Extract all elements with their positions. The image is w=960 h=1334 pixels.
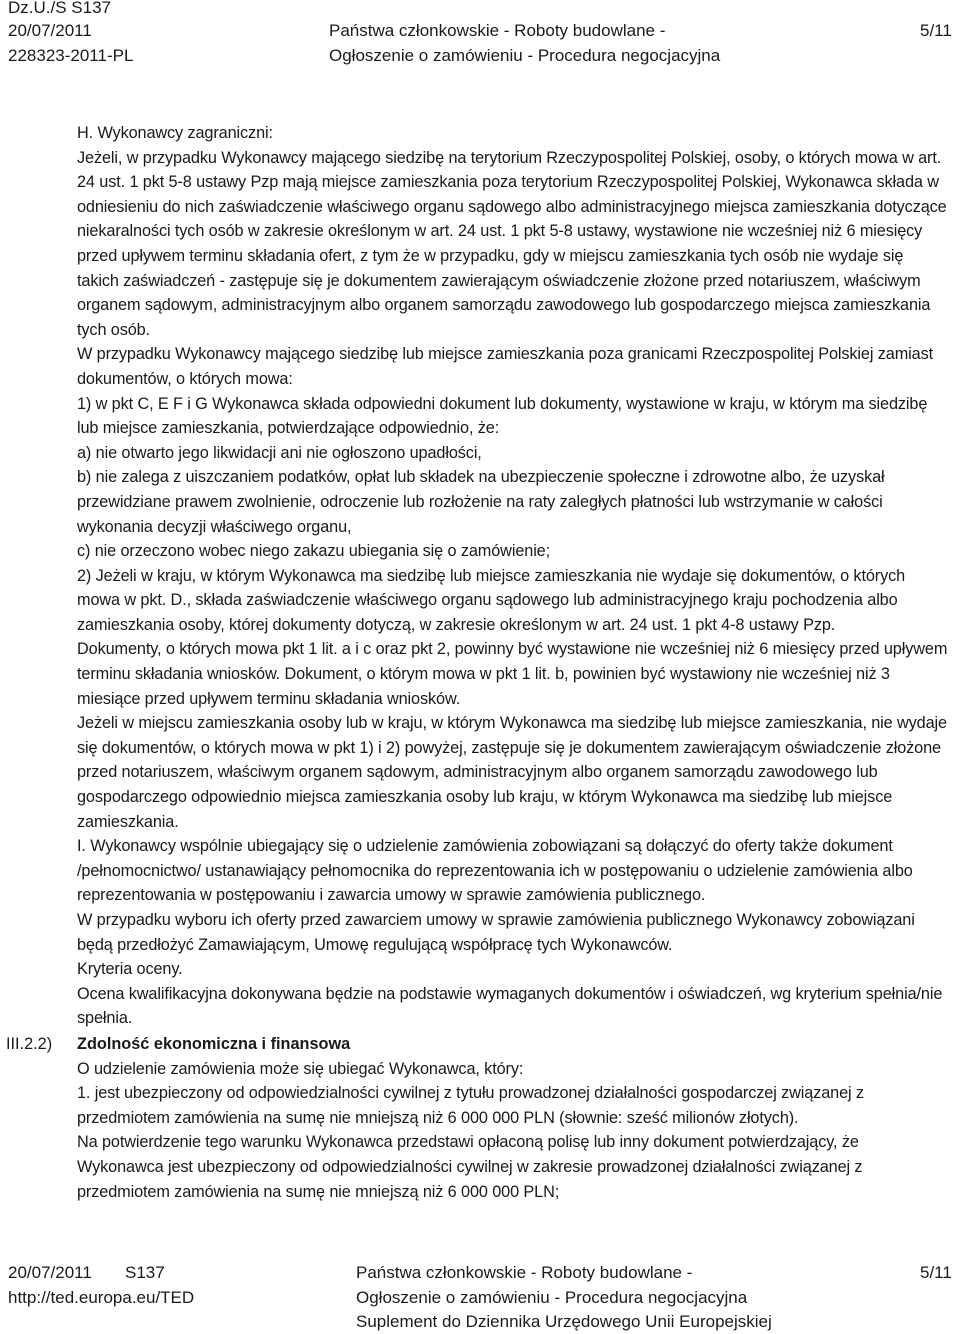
body-paragraph: 1) w pkt C, E F i G Wykonawca składa odpowiedni dokument lub dokumenty, wystawione w kraju, w którym ma siedzibę lub miejsce zamieszkania, potwierdzające odpowiednio, że: [77,394,928,438]
body-paragraph: Kryteria oceny. [77,960,183,979]
body-paragraph: Jeżeli w miejscu zamieszkania osoby lub w kraju, w którym Wykonawca ma siedzibę lub miejsce zamieszkania, nie wydaje się dokumentów, o których mowa w pkt 1) i 2) powyżej, zastępuje się je dokumentem zawierającym oświadczenie złożone przed notariuszem, właściwym organem sądowym, administracyjnym albo organem samorządu zawodowego lub gospodarczego odpowiednio miejsca zamieszkania osoby lub kraju, w którym Wykonawca ma siedzibę lub miejsce zamieszkania. [77,714,947,831]
notice-id: 228323-2011-PL [8,46,134,65]
footer-title-line1: Państwa członkowskie - Roboty budowlane - [356,1263,693,1282]
section-paragraph: O udzielenie zamówienia może się ubiegać Wykonawca, który: [77,1059,524,1078]
body-paragraph: I. Wykonawcy wspólnie ubiegający się o udzielenie zamówienia zobowiązani są dołączyć do oferty także dokument /pełnomocnictwo/ ustanawiający pełnomocnika do reprezentowania ich w postępowaniu o udzielenie zamówienia albo reprezentowania w postępowaniu i zawarcia umowy w sprawie zamówienia publicznego. [77,837,913,905]
journal-ref: Dz.U./S S137 [8,0,111,17]
section-number: III.2.2) [6,1034,53,1053]
footer-page-number: 5/11 [920,1263,952,1282]
footer-url[interactable]: http://ted.europa.eu/TED [8,1288,195,1307]
document-body [0,121,960,1204]
body-paragraph: b) nie zalega z uiszczaniem podatków, opłat lub składek na ubezpieczenie społeczne i zdrowotne albo, że uzyskał przewidziane prawem zwolnienie, odroczenie lub rozłożenie na raty zaległych płatności lub wstrzymanie w całości wykonania decyzji właściwego organu, [77,468,885,536]
header-title-line1: Państwa członkowskie - Roboty budowlane - [329,21,666,40]
section-iii-2-2 [0,1032,960,1204]
body-paragraph: W przypadku Wykonawcy mającego siedzibę lub miejsce zamieszkania poza granicami Rzeczpospolitej Polskiej zamiast dokumentów, o których mowa: [77,345,934,388]
footer-supplement: Suplement do Dziennika Urzędowego Unii Europejskiej [356,1312,772,1331]
header-title-line2: Ogłoszenie o zamówieniu - Procedura negocjacyjna [329,46,721,65]
body-paragraph: c) nie orzeczono wobec niego zakazu ubiegania się o zamówienie; [77,542,551,561]
header-page-number: 5/11 [920,21,952,40]
body-paragraph: H. Wykonawcy zagraniczni: [77,124,273,142]
header-date: 20/07/2011 [8,21,92,40]
body-paragraph: W przypadku wyboru ich oferty przed zawarciem umowy w sprawie zamówienia publicznego Wykonawcy zobowiązani będą przedłożyć Zamawiającym, Umowę regulującą współpracę tych Wykonawców. [77,911,915,954]
body-paragraph: Ocena kwalifikacyjna dokonywana będzie na podstawie wymaganych dokumentów i oświadczeń, wg kryterium spełnia/nie spełnia. [77,984,943,1028]
body-paragraph: Dokumenty, o których mowa pkt 1 lit. a i c oraz pkt 2, powinny być wystawione nie wcześniej niż 6 miesięcy przed upływem terminu składania wniosków. Dokument, o którym mowa w pkt 1 lit. b, powinien być wystawiony nie wcześniej niż 3 miesiące przed upływem terminu składania wniosków. [77,640,948,708]
footer-date: 20/07/2011 [8,1263,92,1282]
body-paragraph: Jeżeli, w przypadku Wykonawcy mającego siedzibę na terytorium Rzeczypospolitej Polskiej, osoby, o których mowa w art. 24 ust. 1 pkt 5-8 ustawy Pzp mają miejsce zamieszkania poza terytorium Rzeczypospolitej Polskiej, Wykonawca składa w odniesieniu do nich zaświadczenie właściwego organu sądowego albo administracyjnego miejsca zamieszkania dotyczące niekaralności tych osób w zakresie określonym w art. 24 ust. 1 pkt 5-8 ustawy, wystawione nie wcześniej niż 6 miesięcy przed upływem terminu składania ofert, z tym że w przypadku, gdy w miejscu zamieszkania tych osób nie wydaje się takich zaświadczeń - zastępuje się je dokumentem zawierającym oświadczenie złożone przed notariuszem, właściwym organem sądowym, administracyjnym albo organem samorządu zawodowego lub gospodarczego miejsca zamieszkania tych osób. [77,148,947,339]
footer-title-line2: Ogłoszenie o zamówieniu - Procedura negocjacyjna [356,1288,748,1307]
section-paragraph: Na potwierdzenie tego warunku Wykonawca przedstawi opłaconą polisę lub inny dokument potwierdzający, że Wykonawca jest ubezpieczony od odpowiedzialności cywilnej w zakresie prowadzonej działalności związanej z przedmiotem zamówienia na sumę nie mniejszą niż 6 000 000 PLN; [77,1133,863,1201]
section-title: Zdolność ekonomiczna i finansowa [77,1034,351,1053]
section-paragraph: 1. jest ubezpieczony od odpowiedzialności cywilnej z tytułu prowadzonej działalności gospodarczej związanej z przedmiotem zamówienia na sumę nie mniejszą niż 6 000 000 PLN (słownie: sześć milionów złotych). [77,1084,864,1127]
body-paragraph: a) nie otwarto jego likwidacji ani nie ogłoszono upadłości, [77,443,482,462]
footer-issue: S137 [125,1263,165,1282]
body-paragraph: 2) Jeżeli w kraju, w którym Wykonawca ma siedzibę lub miejsce zamieszkania nie wydaje się dokumentów, o których mowa w pkt. D., składa zaświadczenie właściwego organu sądowego lub administracyjnego kraju pochodzenia albo zamieszkania osoby, której dokumenty dotyczą, w zakresie określonym w art. 24 ust. 1 pkt 4-8 ustawy Pzp. [77,566,906,634]
